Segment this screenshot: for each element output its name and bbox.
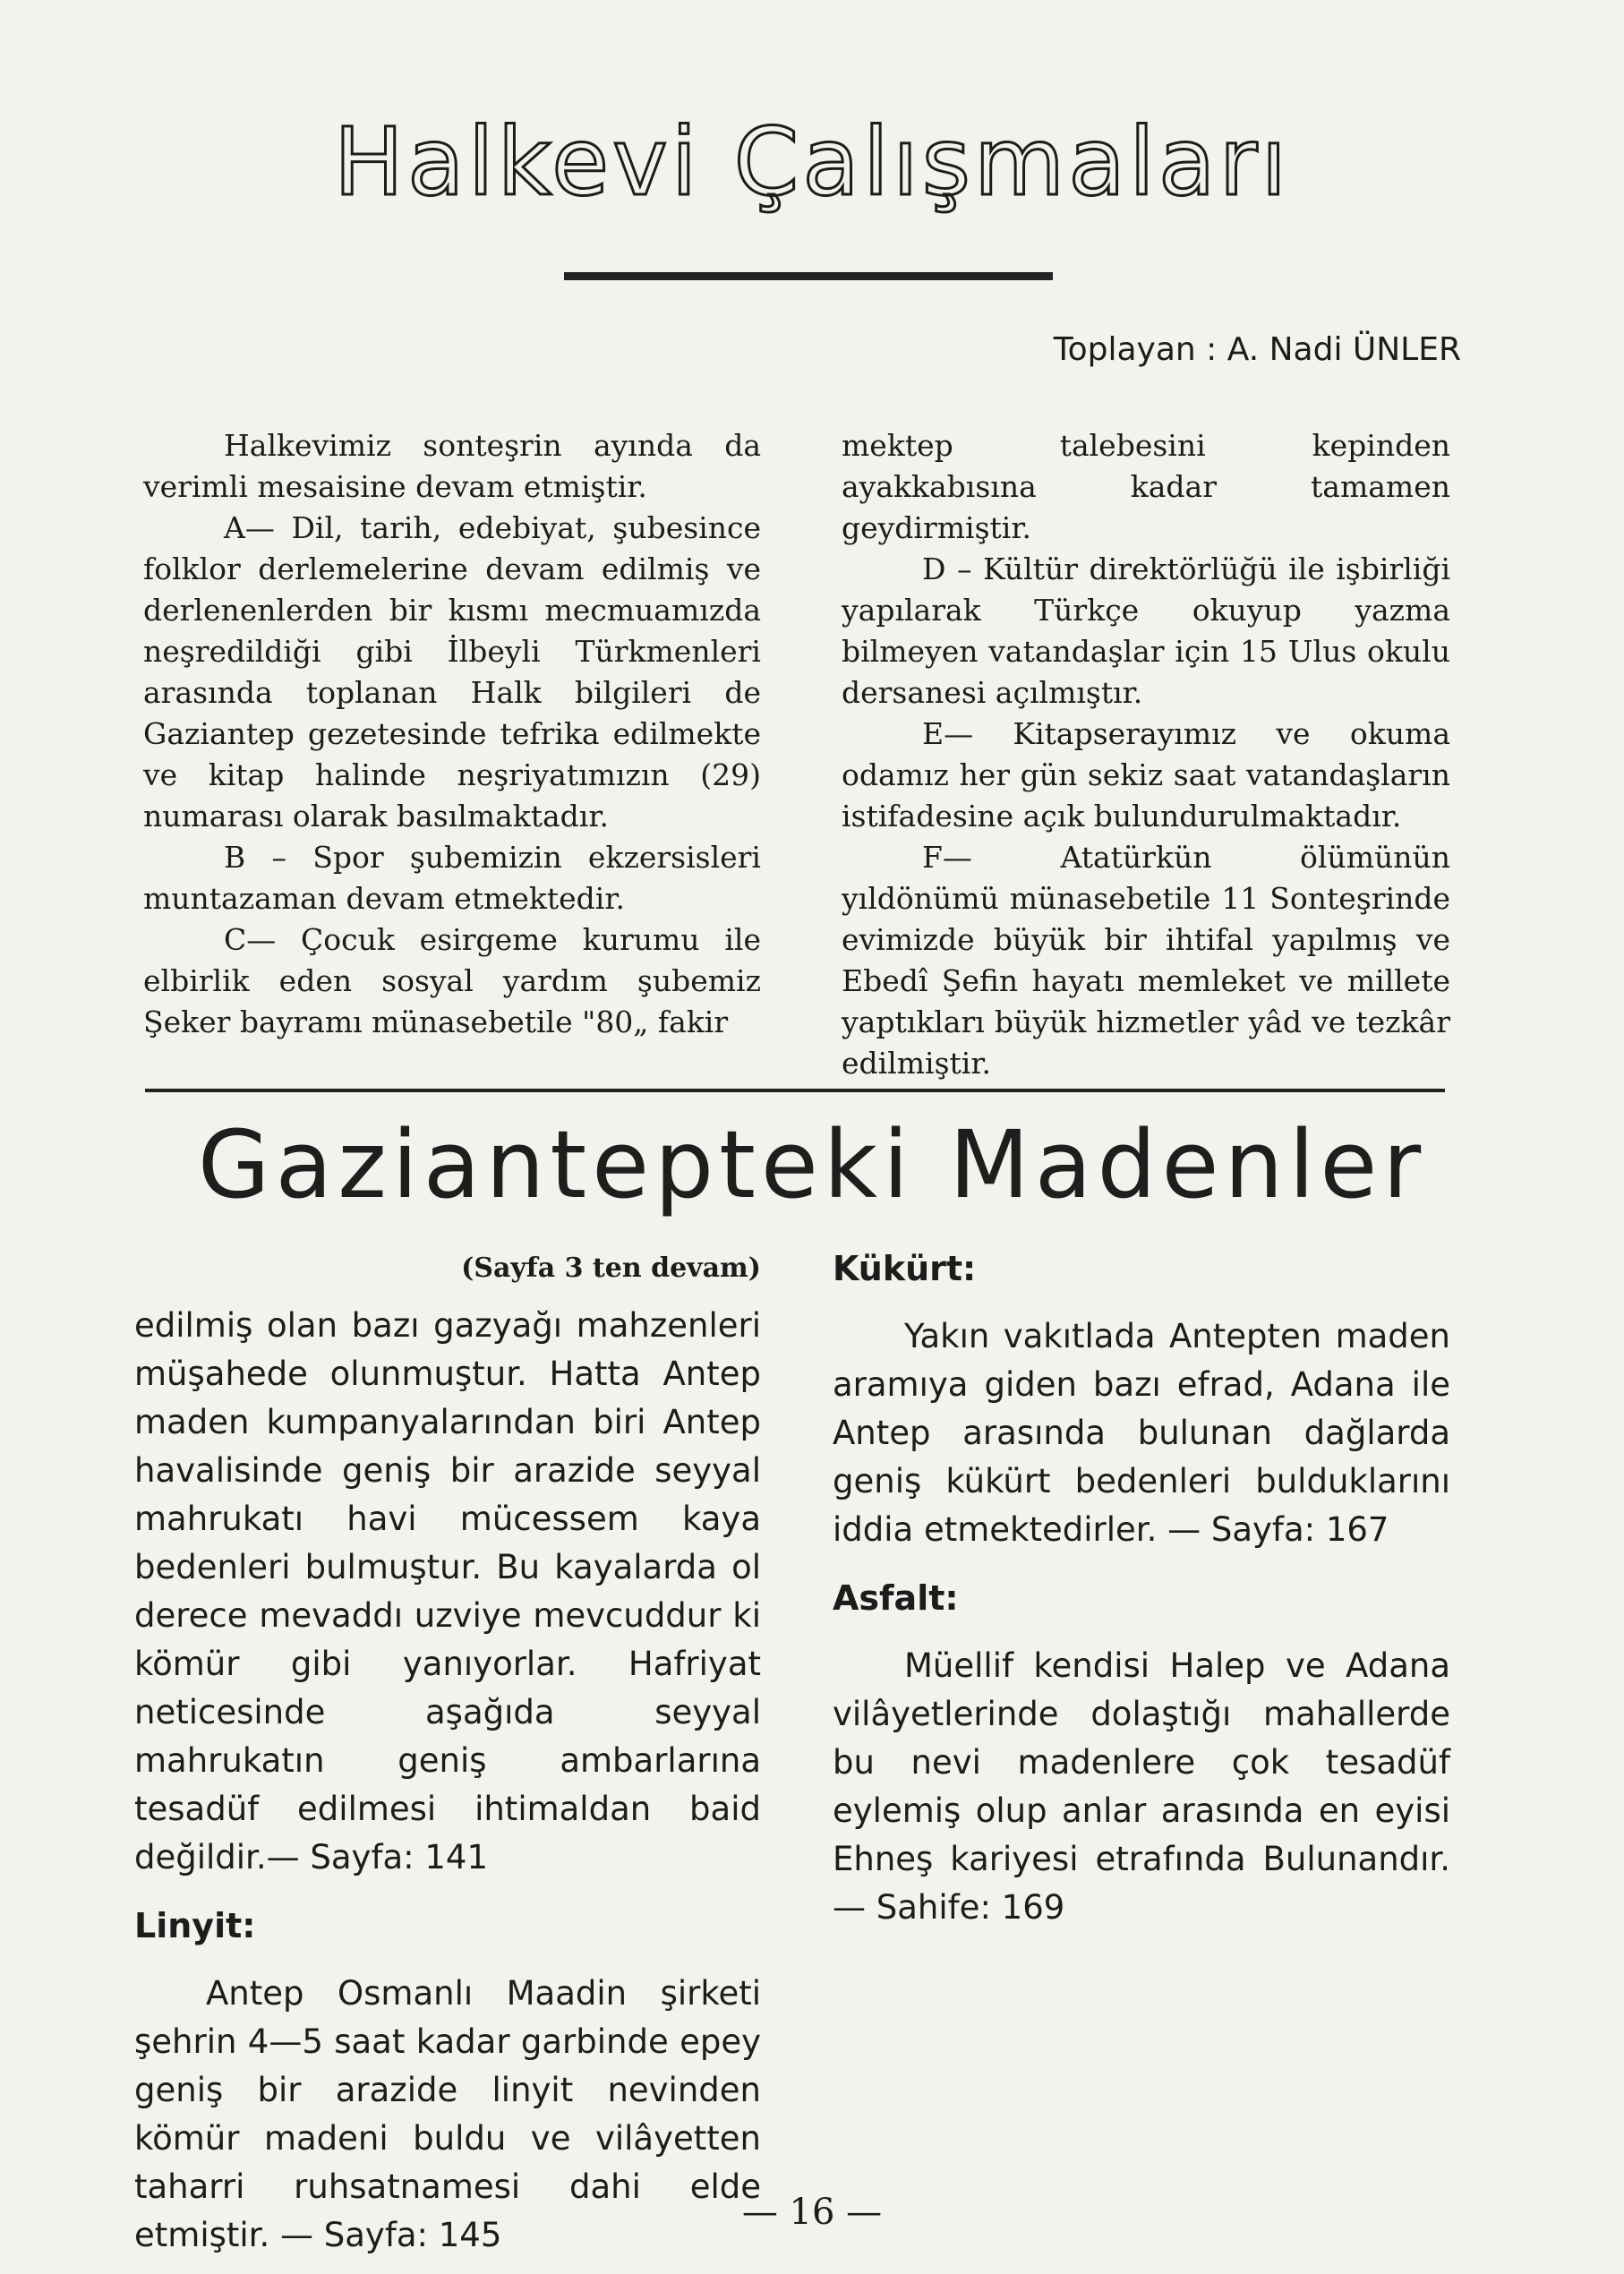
continued-note: (Sayfa 3 ten devam) [461,1252,761,1284]
section-divider [145,1089,1445,1092]
paragraph: D – Kültür direktörlüğü ile işbirliği yapılarak Türkçe okuyup yazma bilmeyen vatandaşlar için 15 Ulus okulu dersanesi açılmıştır. [842,551,1450,710]
page-title: Halkevi Çalışmaları [333,107,1291,217]
halkevi-right-column [842,425,1450,1084]
paragraph: edilmiş olan bazı gazyağı mahzenleri müşahede olunmuştur. Hatta Antep maden kumpanyalarından biri Antep havalisinde geniş bir arazide seyyal mahrukatı havi mücessem kaya bedenleri bulmuştur. Bu kayalarda ol derece mevaddı uzviye mevcuddur ki kömür gibi yanıyorlar. Hafriyat neticesinde aşağıda seyyal mahrukatın geniş ambarlarına tesadüf edilmesi ihtimaldan baid değildir.— Sayfa: 141 [134,1306,761,1876]
section-title: Gaziantepteki Madenler [197,1110,1427,1219]
paragraph: B – Spor şubemizin ekzersisleri muntazaman devam etmektedir. [143,840,761,916]
paragraph: Antep Osmanlı Maadin şirketi şehrin 4—5 saat kadar garbinde epey geniş bir arazide linyit nevinden kömür madeni buldu ve vilâyetten taharri ruhsatnamesi dahi elde etmiştir. — Sayfa: 145 [134,1974,761,2254]
paragraph: F— Atatürkün ölümünün yıldönümü münasebetile 11 Sonteşrinde evimizde büyük bir ihtifal yapılmış ve Ebedî Şefin hayatı memleket ve millete yaptıkları büyük hizmetler yâd ve tezkâr edilmiştir. [842,840,1450,1081]
madenler-right-column [833,1244,1450,1932]
page-number: — 16 — [741,2192,883,2233]
paragraph: A— Dil, tarih, edebiyat, şubesince folklor derlemelerine devam edilmiş ve derlenenlerden bir kısmı mecmuamızda neşredildiği gibi İlbeyli Türkmenleri arasında toplanan Halk bilgileri de Gaziantep gezetesinde tefrika edilmekte ve kitap halinde neşriyatımızın (29) numarası olarak basılmaktadır. [143,510,761,834]
subheading-kukurt: Kükürt: [833,1249,977,1288]
title-underline [564,272,1053,280]
paragraph: E— Kitapserayımız ve okuma odamız her gün sekiz saat vatandaşların istifadesine açık bulundurulmaktadır. [842,716,1450,834]
madenler-left-column [134,1244,761,2260]
paragraph: C— Çocuk esirgeme kurumu ile elbirlik eden sosyal yardım şubemiz Şeker bayramı münasebetile "80„ fakir [143,922,761,1039]
halkevi-left-column [143,425,761,1043]
subheading-linyit: Linyit: [134,1906,256,1945]
paragraph: Yakın vakıtlada Antepten maden aramıya giden bazı efrad, Adana ile Antep arasında bulunan dağlarda geniş kükürt bedenleri bulduklarını iddia etmektedirler. — Sayfa: 167 [833,1317,1450,1549]
paragraph: Müellif kendisi Halep ve Adana vilâyetlerinde dolaştığı mahallerde bu nevi madenlere çok tesadüf eylemiş olup anlar arasında en eyisi Ehneş kariyesi etrafında Bulunandır. — Sahife: 169 [833,1646,1450,1927]
paragraph: Halkevimiz sonteşrin ayında da verimli mesaisine devam etmiştir. [143,428,761,504]
byline: Toplayan : A. Nadi ÜNLER [1053,331,1461,368]
subheading-asfalt: Asfalt: [833,1578,959,1618]
paragraph: mektep talebesini kepinden ayakkabısına kadar tamamen geydirmiştir. [842,428,1450,545]
